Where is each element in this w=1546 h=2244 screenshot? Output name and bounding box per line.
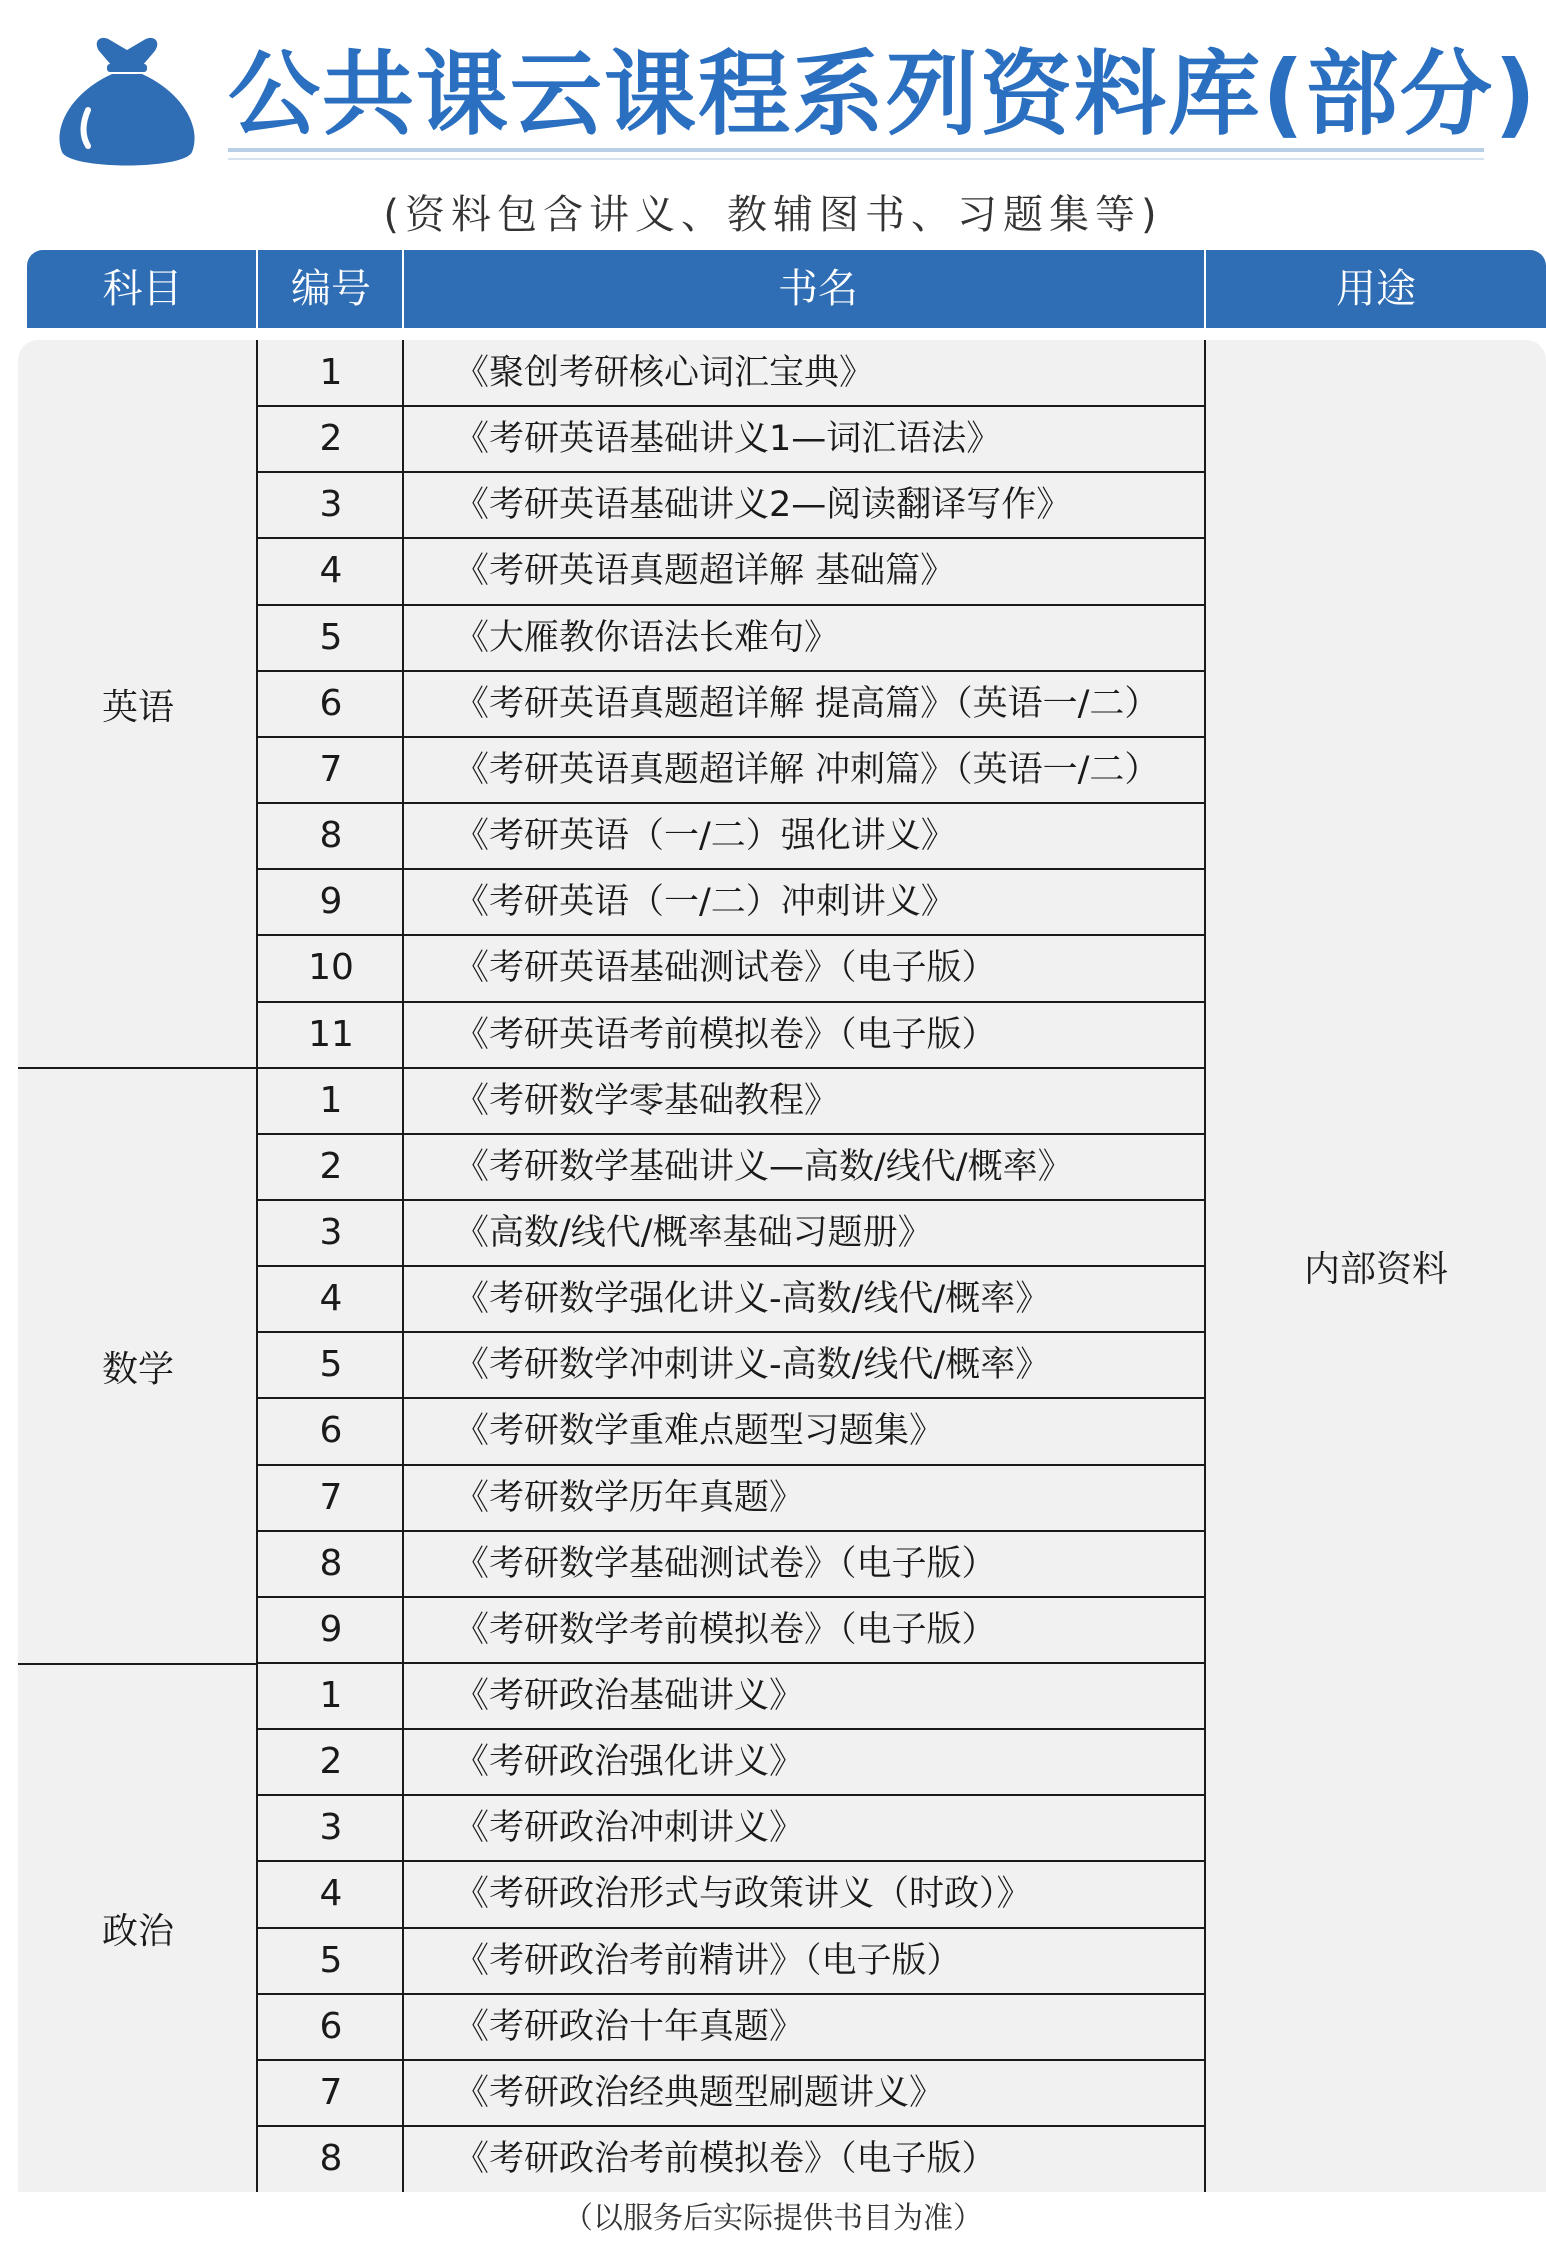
row-number: 2 <box>319 1741 343 1782</box>
book-title: 《考研英语基础讲义2—阅读翻译写作》 <box>454 485 1072 525</box>
row-number: 8 <box>319 1543 343 1584</box>
row-number: 7 <box>319 749 343 790</box>
book-title: 《大雁教你语法长难句》 <box>454 618 840 658</box>
row-number: 7 <box>319 2072 343 2113</box>
row-number: 8 <box>319 815 343 856</box>
book-title: 《考研数学历年真题》 <box>454 1478 805 1518</box>
table-row <box>0 935 1546 1001</box>
book-title: 《考研政治基础讲义》 <box>454 1676 805 1716</box>
title-underline <box>228 148 1484 152</box>
row-number: 3 <box>319 484 343 525</box>
book-title: 《考研数学基础测试卷》（电子版） <box>454 1544 997 1584</box>
table-row <box>0 1531 1546 1597</box>
book-title: 《考研英语考前模拟卷》（电子版） <box>454 1015 997 1055</box>
row-divider <box>256 405 1206 407</box>
table-row <box>0 1465 1546 1531</box>
row-divider <box>256 1860 1206 1862</box>
row-number: 9 <box>319 1609 343 1650</box>
page-title: 公共课云课程系列资料库(部分) <box>228 41 1539 148</box>
table-row <box>0 2126 1546 2192</box>
row-number: 3 <box>319 1807 343 1848</box>
subject-cell-math: 数学 <box>101 1348 174 1390</box>
row-divider <box>256 736 1206 738</box>
table-row <box>0 737 1546 803</box>
book-title: 《考研数学强化讲义-高数/线代/概率》 <box>454 1279 1051 1319</box>
row-number: 8 <box>319 2138 343 2179</box>
row-number: 9 <box>319 881 343 922</box>
row-divider <box>256 1331 1206 1333</box>
table-row <box>0 1795 1546 1861</box>
book-title: 《考研英语（一/二）强化讲义》 <box>454 816 956 856</box>
book-title: 《高数/线代/概率基础习题册》 <box>454 1213 933 1253</box>
row-divider <box>256 1530 1206 1532</box>
table-row <box>0 2060 1546 2126</box>
row-divider <box>256 1662 1206 1664</box>
table-row <box>0 538 1546 604</box>
row-divider <box>256 1993 1206 1995</box>
table-row <box>0 1134 1546 1200</box>
book-title: 《考研英语真题超详解 冲刺篇》（英语一/二） <box>454 750 1160 790</box>
row-divider <box>256 1927 1206 1929</box>
row-divider <box>256 1728 1206 1730</box>
subject-cell-politics: 政治 <box>101 1910 174 1952</box>
column-header-subject: 科目 <box>102 266 183 312</box>
title-underline-thin <box>228 158 1484 160</box>
row-divider <box>256 868 1206 870</box>
group-divider <box>18 1663 258 1665</box>
book-title: 《考研数学零基础教程》 <box>454 1081 840 1121</box>
row-number: 6 <box>319 683 343 724</box>
row-number: 1 <box>319 352 343 393</box>
row-divider <box>256 1397 1206 1399</box>
row-divider <box>256 934 1206 936</box>
row-number: 7 <box>319 1477 343 1518</box>
row-number: 4 <box>319 550 343 591</box>
column-header-number: 编号 <box>291 266 371 312</box>
row-divider <box>256 670 1206 672</box>
row-number: 4 <box>319 1873 343 1914</box>
row-number: 1 <box>319 1675 343 1716</box>
row-number: 2 <box>319 418 343 459</box>
table-header <box>27 250 1546 328</box>
row-divider <box>256 1596 1206 1598</box>
table-row <box>0 1068 1546 1134</box>
table-row <box>0 1398 1546 1464</box>
table-row <box>0 1266 1546 1332</box>
book-title: 《考研政治形式与政策讲义（时政）》 <box>454 1874 1032 1914</box>
book-title: 《聚创考研核心词汇宝典》 <box>454 353 875 393</box>
row-number: 5 <box>319 1344 343 1385</box>
row-divider <box>256 471 1206 473</box>
column-header-usage: 用途 <box>1336 266 1416 312</box>
book-title: 《考研政治强化讲义》 <box>454 1742 805 1782</box>
table-row <box>0 671 1546 737</box>
book-title: 《考研英语真题超详解 基础篇》 <box>454 551 956 591</box>
row-divider <box>256 537 1206 539</box>
row-divider <box>256 1067 1206 1069</box>
table-row <box>0 1663 1546 1729</box>
row-number: 2 <box>319 1146 343 1187</box>
money-bag-icon <box>52 32 202 172</box>
table-row <box>0 869 1546 935</box>
row-number: 10 <box>308 947 354 988</box>
row-number: 11 <box>308 1014 354 1055</box>
row-divider <box>256 1464 1206 1466</box>
subject-cell-english: 英语 <box>101 686 174 728</box>
footnote: （以服务后实际提供书目为准） <box>563 2201 983 2236</box>
table-row <box>0 1200 1546 1266</box>
table-row <box>0 1861 1546 1927</box>
row-number: 3 <box>319 1212 343 1253</box>
book-title: 《考研政治冲刺讲义》 <box>454 1808 805 1848</box>
row-divider <box>256 1265 1206 1267</box>
column-header-title: 书名 <box>778 266 858 312</box>
book-title: 《考研英语（一/二）冲刺讲义》 <box>454 882 956 922</box>
book-title: 《考研政治经典题型刷题讲义》 <box>454 2073 945 2113</box>
table-row <box>0 1928 1546 1994</box>
row-divider <box>256 1133 1206 1135</box>
row-number: 1 <box>319 1080 343 1121</box>
row-divider <box>256 2125 1206 2127</box>
table-row <box>0 803 1546 869</box>
row-divider <box>256 1001 1206 1003</box>
row-divider <box>256 2059 1206 2061</box>
book-title: 《考研政治十年真题》 <box>454 2007 805 2047</box>
book-title: 《考研政治考前模拟卷》（电子版） <box>454 2139 997 2179</box>
table-row <box>0 605 1546 671</box>
group-divider <box>18 1067 258 1069</box>
table-row <box>0 340 1546 406</box>
book-title: 《考研数学重难点题型习题集》 <box>454 1411 945 1451</box>
row-divider <box>256 1199 1206 1201</box>
book-title: 《考研政治考前精讲》（电子版） <box>454 1941 962 1981</box>
table-row <box>0 472 1546 538</box>
table-row <box>0 1597 1546 1663</box>
book-title: 《考研英语基础测试卷》（电子版） <box>454 948 997 988</box>
book-title: 《考研英语基础讲义1—词汇语法》 <box>454 419 1002 459</box>
table-row <box>0 406 1546 472</box>
page-header <box>0 0 1546 250</box>
usage-cell: 内部资料 <box>1303 1248 1448 1290</box>
table-row <box>0 1729 1546 1795</box>
book-title: 《考研数学考前模拟卷》（电子版） <box>454 1610 997 1650</box>
table-row <box>0 1332 1546 1398</box>
table-row <box>0 1002 1546 1068</box>
row-number: 6 <box>319 2006 343 2047</box>
row-number: 4 <box>319 1278 343 1319</box>
table-row <box>0 1994 1546 2060</box>
book-title: 《考研数学基础讲义—高数/线代/概率》 <box>454 1147 1073 1187</box>
row-number: 6 <box>319 1410 343 1451</box>
book-title: 《考研英语真题超详解 提高篇》（英语一/二） <box>454 684 1160 724</box>
row-number: 5 <box>319 617 343 658</box>
row-divider <box>256 604 1206 606</box>
book-title: 《考研数学冲刺讲义-高数/线代/概率》 <box>454 1345 1051 1385</box>
row-number: 5 <box>319 1940 343 1981</box>
page-subtitle: (资料包含讲义、教辅图书、习题集等) <box>383 192 1163 238</box>
row-divider <box>256 802 1206 804</box>
row-divider <box>256 1794 1206 1796</box>
